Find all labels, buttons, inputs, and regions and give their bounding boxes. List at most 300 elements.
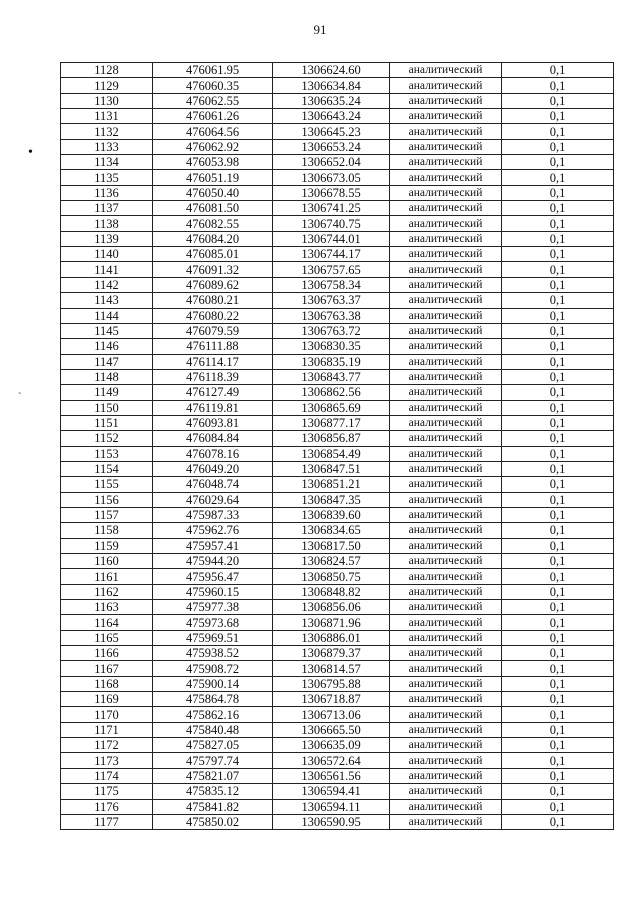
method-cell: аналитический bbox=[390, 109, 502, 124]
y-coordinate-cell: 1306871.96 bbox=[273, 615, 390, 630]
method-cell: аналитический bbox=[390, 415, 502, 430]
accuracy-cell: 0,1 bbox=[502, 369, 614, 384]
table-row bbox=[61, 216, 614, 231]
page-number: 91 bbox=[313, 22, 327, 37]
table-row bbox=[61, 692, 614, 707]
method-cell: аналитический bbox=[390, 692, 502, 707]
point-number-cell: 1163 bbox=[61, 600, 153, 615]
method-cell: аналитический bbox=[390, 78, 502, 93]
x-coordinate-cell: 476060.35 bbox=[153, 78, 273, 93]
x-coordinate-cell: 475908.72 bbox=[153, 661, 273, 676]
table-row bbox=[61, 155, 614, 170]
table-row bbox=[61, 369, 614, 384]
table-row bbox=[61, 507, 614, 522]
table-row bbox=[61, 247, 614, 262]
accuracy-cell: 0,1 bbox=[502, 185, 614, 200]
x-coordinate-cell: 476091.32 bbox=[153, 262, 273, 277]
point-number-cell: 1162 bbox=[61, 584, 153, 599]
point-number-cell: 1168 bbox=[61, 676, 153, 691]
method-cell: аналитический bbox=[390, 584, 502, 599]
y-coordinate-cell: 1306886.01 bbox=[273, 630, 390, 645]
point-number-cell: 1161 bbox=[61, 569, 153, 584]
method-cell: аналитический bbox=[390, 615, 502, 630]
x-coordinate-cell: 476051.19 bbox=[153, 170, 273, 185]
accuracy-cell: 0,1 bbox=[502, 155, 614, 170]
accuracy-cell: 0,1 bbox=[502, 262, 614, 277]
scan-dot-mark: • bbox=[28, 145, 33, 160]
table-row bbox=[61, 400, 614, 415]
y-coordinate-cell: 1306645.23 bbox=[273, 124, 390, 139]
method-cell: аналитический bbox=[390, 339, 502, 354]
x-coordinate-cell: 475850.02 bbox=[153, 814, 273, 829]
coordinates-table-body bbox=[61, 63, 614, 830]
accuracy-cell: 0,1 bbox=[502, 799, 614, 814]
x-coordinate-cell: 476061.26 bbox=[153, 109, 273, 124]
accuracy-cell: 0,1 bbox=[502, 415, 614, 430]
y-coordinate-cell: 1306744.17 bbox=[273, 247, 390, 262]
y-coordinate-cell: 1306848.82 bbox=[273, 584, 390, 599]
table-row bbox=[61, 308, 614, 323]
accuracy-cell: 0,1 bbox=[502, 492, 614, 507]
method-cell: аналитический bbox=[390, 646, 502, 661]
point-number-cell: 1174 bbox=[61, 768, 153, 783]
table-row bbox=[61, 231, 614, 246]
point-number-cell: 1145 bbox=[61, 323, 153, 338]
y-coordinate-cell: 1306763.72 bbox=[273, 323, 390, 338]
method-cell: аналитический bbox=[390, 247, 502, 262]
x-coordinate-cell: 475977.38 bbox=[153, 600, 273, 615]
y-coordinate-cell: 1306814.57 bbox=[273, 661, 390, 676]
y-coordinate-cell: 1306865.69 bbox=[273, 400, 390, 415]
x-coordinate-cell: 475962.76 bbox=[153, 523, 273, 538]
x-coordinate-cell: 476114.17 bbox=[153, 354, 273, 369]
table-row bbox=[61, 584, 614, 599]
table-row bbox=[61, 615, 614, 630]
accuracy-cell: 0,1 bbox=[502, 630, 614, 645]
x-coordinate-cell: 476029.64 bbox=[153, 492, 273, 507]
y-coordinate-cell: 1306847.51 bbox=[273, 461, 390, 476]
x-coordinate-cell: 476093.81 bbox=[153, 415, 273, 430]
table-row bbox=[61, 814, 614, 829]
accuracy-cell: 0,1 bbox=[502, 78, 614, 93]
point-number-cell: 1171 bbox=[61, 722, 153, 737]
point-number-cell: 1132 bbox=[61, 124, 153, 139]
y-coordinate-cell: 1306851.21 bbox=[273, 477, 390, 492]
y-coordinate-cell: 1306673.05 bbox=[273, 170, 390, 185]
point-number-cell: 1156 bbox=[61, 492, 153, 507]
y-coordinate-cell: 1306741.25 bbox=[273, 201, 390, 216]
accuracy-cell: 0,1 bbox=[502, 170, 614, 185]
accuracy-cell: 0,1 bbox=[502, 446, 614, 461]
table-row bbox=[61, 799, 614, 814]
method-cell: аналитический bbox=[390, 400, 502, 415]
accuracy-cell: 0,1 bbox=[502, 768, 614, 783]
table-row bbox=[61, 93, 614, 108]
accuracy-cell: 0,1 bbox=[502, 400, 614, 415]
x-coordinate-cell: 475969.51 bbox=[153, 630, 273, 645]
x-coordinate-cell: 476127.49 bbox=[153, 385, 273, 400]
accuracy-cell: 0,1 bbox=[502, 277, 614, 292]
method-cell: аналитический bbox=[390, 262, 502, 277]
accuracy-cell: 0,1 bbox=[502, 93, 614, 108]
y-coordinate-cell: 1306635.24 bbox=[273, 93, 390, 108]
method-cell: аналитический bbox=[390, 170, 502, 185]
table-row bbox=[61, 738, 614, 753]
method-cell: аналитический bbox=[390, 661, 502, 676]
y-coordinate-cell: 1306624.60 bbox=[273, 63, 390, 78]
accuracy-cell: 0,1 bbox=[502, 753, 614, 768]
table-row bbox=[61, 415, 614, 430]
point-number-cell: 1134 bbox=[61, 155, 153, 170]
point-number-cell: 1155 bbox=[61, 477, 153, 492]
x-coordinate-cell: 476078.16 bbox=[153, 446, 273, 461]
accuracy-cell: 0,1 bbox=[502, 814, 614, 829]
method-cell: аналитический bbox=[390, 753, 502, 768]
x-coordinate-cell: 476079.59 bbox=[153, 323, 273, 338]
accuracy-cell: 0,1 bbox=[502, 538, 614, 553]
method-cell: аналитический bbox=[390, 308, 502, 323]
accuracy-cell: 0,1 bbox=[502, 385, 614, 400]
point-number-cell: 1149 bbox=[61, 385, 153, 400]
point-number-cell: 1137 bbox=[61, 201, 153, 216]
accuracy-cell: 0,1 bbox=[502, 784, 614, 799]
point-number-cell: 1131 bbox=[61, 109, 153, 124]
method-cell: аналитический bbox=[390, 523, 502, 538]
accuracy-cell: 0,1 bbox=[502, 247, 614, 262]
accuracy-cell: 0,1 bbox=[502, 569, 614, 584]
point-number-cell: 1130 bbox=[61, 93, 153, 108]
y-coordinate-cell: 1306744.01 bbox=[273, 231, 390, 246]
point-number-cell: 1150 bbox=[61, 400, 153, 415]
table-row bbox=[61, 569, 614, 584]
x-coordinate-cell: 475864.78 bbox=[153, 692, 273, 707]
accuracy-cell: 0,1 bbox=[502, 63, 614, 78]
method-cell: аналитический bbox=[390, 369, 502, 384]
method-cell: аналитический bbox=[390, 707, 502, 722]
x-coordinate-cell: 476084.84 bbox=[153, 431, 273, 446]
table-row bbox=[61, 477, 614, 492]
y-coordinate-cell: 1306854.49 bbox=[273, 446, 390, 461]
table-row bbox=[61, 753, 614, 768]
accuracy-cell: 0,1 bbox=[502, 293, 614, 308]
table-row bbox=[61, 185, 614, 200]
x-coordinate-cell: 476053.98 bbox=[153, 155, 273, 170]
x-coordinate-cell: 476089.62 bbox=[153, 277, 273, 292]
method-cell: аналитический bbox=[390, 538, 502, 553]
table-row bbox=[61, 201, 614, 216]
method-cell: аналитический bbox=[390, 799, 502, 814]
method-cell: аналитический bbox=[390, 63, 502, 78]
point-number-cell: 1169 bbox=[61, 692, 153, 707]
coordinates-table bbox=[60, 62, 614, 830]
x-coordinate-cell: 476080.22 bbox=[153, 308, 273, 323]
x-coordinate-cell: 475797.74 bbox=[153, 753, 273, 768]
point-number-cell: 1136 bbox=[61, 185, 153, 200]
x-coordinate-cell: 476048.74 bbox=[153, 477, 273, 492]
table-row bbox=[61, 538, 614, 553]
method-cell: аналитический bbox=[390, 768, 502, 783]
method-cell: аналитический bbox=[390, 722, 502, 737]
table-row bbox=[61, 78, 614, 93]
point-number-cell: 1133 bbox=[61, 139, 153, 154]
method-cell: аналитический bbox=[390, 738, 502, 753]
y-coordinate-cell: 1306758.34 bbox=[273, 277, 390, 292]
method-cell: аналитический bbox=[390, 385, 502, 400]
accuracy-cell: 0,1 bbox=[502, 738, 614, 753]
x-coordinate-cell: 475987.33 bbox=[153, 507, 273, 522]
point-number-cell: 1152 bbox=[61, 431, 153, 446]
accuracy-cell: 0,1 bbox=[502, 477, 614, 492]
x-coordinate-cell: 475827.05 bbox=[153, 738, 273, 753]
x-coordinate-cell: 475862.16 bbox=[153, 707, 273, 722]
accuracy-cell: 0,1 bbox=[502, 722, 614, 737]
method-cell: аналитический bbox=[390, 201, 502, 216]
y-coordinate-cell: 1306839.60 bbox=[273, 507, 390, 522]
x-coordinate-cell: 475841.82 bbox=[153, 799, 273, 814]
x-coordinate-cell: 476118.39 bbox=[153, 369, 273, 384]
x-coordinate-cell: 476119.81 bbox=[153, 400, 273, 415]
table-row bbox=[61, 431, 614, 446]
table-row bbox=[61, 523, 614, 538]
point-number-cell: 1177 bbox=[61, 814, 153, 829]
point-number-cell: 1165 bbox=[61, 630, 153, 645]
accuracy-cell: 0,1 bbox=[502, 216, 614, 231]
point-number-cell: 1144 bbox=[61, 308, 153, 323]
scan-tick-mark: ` bbox=[18, 391, 22, 403]
point-number-cell: 1164 bbox=[61, 615, 153, 630]
accuracy-cell: 0,1 bbox=[502, 431, 614, 446]
method-cell: аналитический bbox=[390, 155, 502, 170]
y-coordinate-cell: 1306757.65 bbox=[273, 262, 390, 277]
x-coordinate-cell: 476049.20 bbox=[153, 461, 273, 476]
table-row bbox=[61, 554, 614, 569]
x-coordinate-cell: 476061.95 bbox=[153, 63, 273, 78]
accuracy-cell: 0,1 bbox=[502, 692, 614, 707]
y-coordinate-cell: 1306740.75 bbox=[273, 216, 390, 231]
y-coordinate-cell: 1306835.19 bbox=[273, 354, 390, 369]
y-coordinate-cell: 1306877.17 bbox=[273, 415, 390, 430]
x-coordinate-cell: 475840.48 bbox=[153, 722, 273, 737]
y-coordinate-cell: 1306817.50 bbox=[273, 538, 390, 553]
y-coordinate-cell: 1306643.24 bbox=[273, 109, 390, 124]
x-coordinate-cell: 476085.01 bbox=[153, 247, 273, 262]
y-coordinate-cell: 1306763.38 bbox=[273, 308, 390, 323]
accuracy-cell: 0,1 bbox=[502, 354, 614, 369]
table-row bbox=[61, 139, 614, 154]
y-coordinate-cell: 1306830.35 bbox=[273, 339, 390, 354]
table-row bbox=[61, 124, 614, 139]
x-coordinate-cell: 476050.40 bbox=[153, 185, 273, 200]
method-cell: аналитический bbox=[390, 293, 502, 308]
method-cell: аналитический bbox=[390, 554, 502, 569]
x-coordinate-cell: 475973.68 bbox=[153, 615, 273, 630]
point-number-cell: 1151 bbox=[61, 415, 153, 430]
table-row bbox=[61, 277, 614, 292]
accuracy-cell: 0,1 bbox=[502, 676, 614, 691]
point-number-cell: 1167 bbox=[61, 661, 153, 676]
point-number-cell: 1176 bbox=[61, 799, 153, 814]
table-row bbox=[61, 707, 614, 722]
y-coordinate-cell: 1306856.06 bbox=[273, 600, 390, 615]
method-cell: аналитический bbox=[390, 354, 502, 369]
table-row bbox=[61, 722, 614, 737]
y-coordinate-cell: 1306635.09 bbox=[273, 738, 390, 753]
accuracy-cell: 0,1 bbox=[502, 323, 614, 338]
point-number-cell: 1143 bbox=[61, 293, 153, 308]
point-number-cell: 1147 bbox=[61, 354, 153, 369]
point-number-cell: 1159 bbox=[61, 538, 153, 553]
accuracy-cell: 0,1 bbox=[502, 308, 614, 323]
accuracy-cell: 0,1 bbox=[502, 523, 614, 538]
table-row bbox=[61, 63, 614, 78]
point-number-cell: 1135 bbox=[61, 170, 153, 185]
accuracy-cell: 0,1 bbox=[502, 507, 614, 522]
table-row bbox=[61, 784, 614, 799]
point-number-cell: 1146 bbox=[61, 339, 153, 354]
method-cell: аналитический bbox=[390, 477, 502, 492]
method-cell: аналитический bbox=[390, 814, 502, 829]
x-coordinate-cell: 475957.41 bbox=[153, 538, 273, 553]
method-cell: аналитический bbox=[390, 139, 502, 154]
method-cell: аналитический bbox=[390, 569, 502, 584]
y-coordinate-cell: 1306795.88 bbox=[273, 676, 390, 691]
point-number-cell: 1139 bbox=[61, 231, 153, 246]
point-number-cell: 1154 bbox=[61, 461, 153, 476]
table-row bbox=[61, 170, 614, 185]
x-coordinate-cell: 476062.92 bbox=[153, 139, 273, 154]
table-row bbox=[61, 293, 614, 308]
x-coordinate-cell: 476064.56 bbox=[153, 124, 273, 139]
accuracy-cell: 0,1 bbox=[502, 707, 614, 722]
table-row bbox=[61, 600, 614, 615]
x-coordinate-cell: 476082.55 bbox=[153, 216, 273, 231]
x-coordinate-cell: 475944.20 bbox=[153, 554, 273, 569]
x-coordinate-cell: 476084.20 bbox=[153, 231, 273, 246]
x-coordinate-cell: 476081.50 bbox=[153, 201, 273, 216]
y-coordinate-cell: 1306713.06 bbox=[273, 707, 390, 722]
point-number-cell: 1157 bbox=[61, 507, 153, 522]
y-coordinate-cell: 1306594.11 bbox=[273, 799, 390, 814]
table-row bbox=[61, 630, 614, 645]
method-cell: аналитический bbox=[390, 431, 502, 446]
method-cell: аналитический bbox=[390, 124, 502, 139]
accuracy-cell: 0,1 bbox=[502, 124, 614, 139]
method-cell: аналитический bbox=[390, 492, 502, 507]
accuracy-cell: 0,1 bbox=[502, 139, 614, 154]
method-cell: аналитический bbox=[390, 784, 502, 799]
accuracy-cell: 0,1 bbox=[502, 615, 614, 630]
point-number-cell: 1160 bbox=[61, 554, 153, 569]
method-cell: аналитический bbox=[390, 216, 502, 231]
method-cell: аналитический bbox=[390, 231, 502, 246]
x-coordinate-cell: 475835.12 bbox=[153, 784, 273, 799]
y-coordinate-cell: 1306856.87 bbox=[273, 431, 390, 446]
accuracy-cell: 0,1 bbox=[502, 584, 614, 599]
point-number-cell: 1138 bbox=[61, 216, 153, 231]
x-coordinate-cell: 475821.07 bbox=[153, 768, 273, 783]
point-number-cell: 1142 bbox=[61, 277, 153, 292]
method-cell: аналитический bbox=[390, 507, 502, 522]
accuracy-cell: 0,1 bbox=[502, 600, 614, 615]
point-number-cell: 1170 bbox=[61, 707, 153, 722]
table-row bbox=[61, 676, 614, 691]
method-cell: аналитический bbox=[390, 461, 502, 476]
x-coordinate-cell: 475956.47 bbox=[153, 569, 273, 584]
x-coordinate-cell: 475960.15 bbox=[153, 584, 273, 599]
x-coordinate-cell: 476062.55 bbox=[153, 93, 273, 108]
accuracy-cell: 0,1 bbox=[502, 339, 614, 354]
table-row bbox=[61, 646, 614, 661]
table-row bbox=[61, 461, 614, 476]
y-coordinate-cell: 1306718.87 bbox=[273, 692, 390, 707]
accuracy-cell: 0,1 bbox=[502, 661, 614, 676]
point-number-cell: 1153 bbox=[61, 446, 153, 461]
y-coordinate-cell: 1306862.56 bbox=[273, 385, 390, 400]
point-number-cell: 1158 bbox=[61, 523, 153, 538]
y-coordinate-cell: 1306634.84 bbox=[273, 78, 390, 93]
table-row bbox=[61, 109, 614, 124]
accuracy-cell: 0,1 bbox=[502, 201, 614, 216]
y-coordinate-cell: 1306652.04 bbox=[273, 155, 390, 170]
y-coordinate-cell: 1306834.65 bbox=[273, 523, 390, 538]
method-cell: аналитический bbox=[390, 600, 502, 615]
y-coordinate-cell: 1306843.77 bbox=[273, 369, 390, 384]
method-cell: аналитический bbox=[390, 277, 502, 292]
x-coordinate-cell: 476111.88 bbox=[153, 339, 273, 354]
y-coordinate-cell: 1306572.64 bbox=[273, 753, 390, 768]
point-number-cell: 1173 bbox=[61, 753, 153, 768]
point-number-cell: 1141 bbox=[61, 262, 153, 277]
point-number-cell: 1128 bbox=[61, 63, 153, 78]
y-coordinate-cell: 1306590.95 bbox=[273, 814, 390, 829]
point-number-cell: 1166 bbox=[61, 646, 153, 661]
point-number-cell: 1175 bbox=[61, 784, 153, 799]
table-row bbox=[61, 492, 614, 507]
x-coordinate-cell: 475938.52 bbox=[153, 646, 273, 661]
y-coordinate-cell: 1306653.24 bbox=[273, 139, 390, 154]
point-number-cell: 1172 bbox=[61, 738, 153, 753]
table-row bbox=[61, 354, 614, 369]
accuracy-cell: 0,1 bbox=[502, 109, 614, 124]
table-row bbox=[61, 768, 614, 783]
accuracy-cell: 0,1 bbox=[502, 554, 614, 569]
x-coordinate-cell: 475900.14 bbox=[153, 676, 273, 691]
method-cell: аналитический bbox=[390, 93, 502, 108]
y-coordinate-cell: 1306850.75 bbox=[273, 569, 390, 584]
y-coordinate-cell: 1306665.50 bbox=[273, 722, 390, 737]
table-row bbox=[61, 323, 614, 338]
y-coordinate-cell: 1306847.35 bbox=[273, 492, 390, 507]
method-cell: аналитический bbox=[390, 676, 502, 691]
accuracy-cell: 0,1 bbox=[502, 231, 614, 246]
table-row bbox=[61, 262, 614, 277]
y-coordinate-cell: 1306879.37 bbox=[273, 646, 390, 661]
accuracy-cell: 0,1 bbox=[502, 646, 614, 661]
table-row bbox=[61, 446, 614, 461]
y-coordinate-cell: 1306594.41 bbox=[273, 784, 390, 799]
x-coordinate-cell: 476080.21 bbox=[153, 293, 273, 308]
method-cell: аналитический bbox=[390, 630, 502, 645]
method-cell: аналитический bbox=[390, 323, 502, 338]
table-row bbox=[61, 339, 614, 354]
table-row bbox=[61, 661, 614, 676]
y-coordinate-cell: 1306561.56 bbox=[273, 768, 390, 783]
table-row bbox=[61, 385, 614, 400]
method-cell: аналитический bbox=[390, 446, 502, 461]
y-coordinate-cell: 1306763.37 bbox=[273, 293, 390, 308]
point-number-cell: 1140 bbox=[61, 247, 153, 262]
point-number-cell: 1129 bbox=[61, 78, 153, 93]
